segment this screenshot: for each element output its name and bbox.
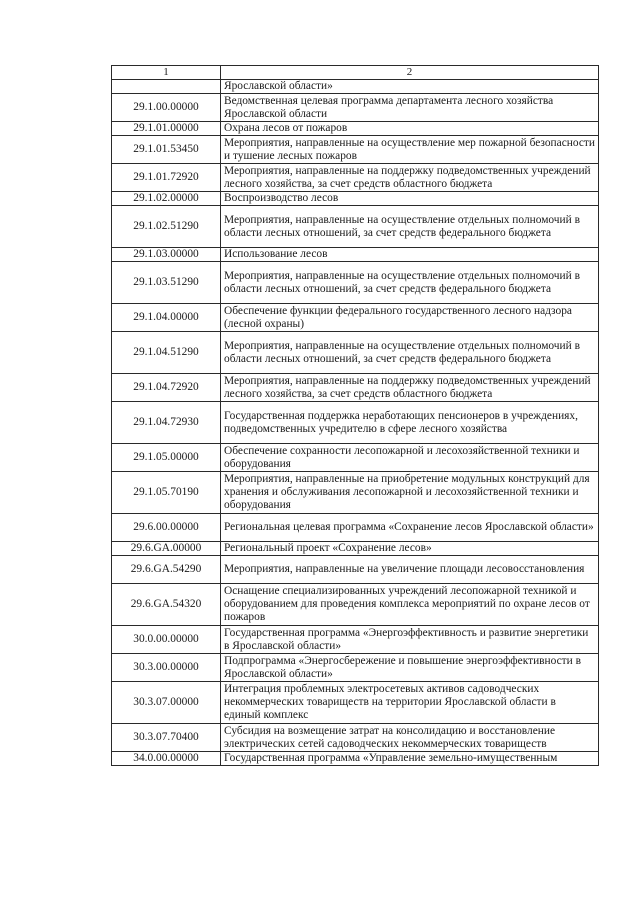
table-row: [112, 542, 599, 556]
code-cell: 29.1.05.00000: [112, 444, 221, 472]
description-cell: Мероприятия, направленные на увеличение площади лесовосстановления: [221, 556, 599, 584]
code-cell: 29.6.GA.54290: [112, 556, 221, 584]
table-row: [112, 206, 599, 248]
description-cell: Мероприятия, направленные на поддержку подведомственных учреждений лесного хозяйства, за счет средств областного бюджета: [221, 374, 599, 402]
description-cell: Интеграция проблемных электросетевых активов садоводческих некоммерческих товариществ на территории Ярославской области в единый комплекс: [221, 682, 599, 724]
description-cell: Государственная программа «Энергоэффективность и развитие энергетики в Ярославской области»: [221, 626, 599, 654]
description-cell: Ведомственная целевая программа департамента лесного хозяйства Ярославской области: [221, 94, 599, 122]
table-row: [112, 584, 599, 626]
description-cell: Региональная целевая программа «Сохранение лесов Ярославской области»: [221, 514, 599, 542]
description-cell: Мероприятия, направленные на осуществление мер пожарной безопасности и тушение лесных пожаров: [221, 136, 599, 164]
code-cell: 29.1.04.00000: [112, 304, 221, 332]
table-row: [112, 94, 599, 122]
description-cell: Использование лесов: [221, 248, 599, 262]
table-row: [112, 724, 599, 752]
code-cell: 29.1.00.00000: [112, 94, 221, 122]
code-cell: 29.6.GA.00000: [112, 542, 221, 556]
description-cell: Обеспечение сохранности лесопожарной и лесохозяйственной техники и оборудования: [221, 444, 599, 472]
description-cell: Мероприятия, направленные на поддержку подведомственных учреждений лесного хозяйства, за счет средств областного бюджета: [221, 164, 599, 192]
table-row: [112, 374, 599, 402]
description-cell: Мероприятия, направленные на приобретение модульных конструкций для хранения и обслуживания лесопожарной и лесохозяйственной техники и оборудования: [221, 472, 599, 514]
code-cell: 29.6.00.00000: [112, 514, 221, 542]
description-cell: Обеспечение функции федерального государственного лесного надзора (лесной охраны): [221, 304, 599, 332]
table-row: [112, 444, 599, 472]
table-row: [112, 248, 599, 262]
table-row: [112, 752, 599, 766]
code-cell: 34.0.00.00000: [112, 752, 221, 766]
table-row: [112, 556, 599, 584]
code-cell: [112, 80, 221, 94]
code-cell: 30.3.07.70400: [112, 724, 221, 752]
table-row: [112, 472, 599, 514]
table-row: [112, 136, 599, 164]
table-row: [112, 332, 599, 374]
table-header-row: [112, 66, 599, 80]
description-cell: Подпрограмма «Энергосбережение и повышение энергоэффективности в Ярославской области»: [221, 654, 599, 682]
table-row: [112, 514, 599, 542]
description-cell: Государственная программа «Управление земельно-имущественным: [221, 752, 599, 766]
code-cell: 29.1.02.51290: [112, 206, 221, 248]
code-cell: 29.1.01.53450: [112, 136, 221, 164]
code-cell: 29.1.03.51290: [112, 262, 221, 304]
code-cell: 30.3.00.00000: [112, 654, 221, 682]
description-cell: Оснащение специализированных учреждений лесопожарной техникой и оборудованием для проведения комплекса мероприятий по охране лесов от пожаров: [221, 584, 599, 626]
table-row: [112, 122, 599, 136]
table-row: [112, 654, 599, 682]
description-cell: Государственная поддержка неработающих пенсионеров в учреждениях, подведомственных учредителю в сфере лесного хозяйства: [221, 402, 599, 444]
code-cell: 29.1.02.00000: [112, 192, 221, 206]
code-cell: 29.1.01.72920: [112, 164, 221, 192]
code-cell: 29.1.04.72920: [112, 374, 221, 402]
description-cell: Охрана лесов от пожаров: [221, 122, 599, 136]
description-cell: Ярославской области»: [221, 80, 599, 94]
code-cell: 29.1.04.51290: [112, 332, 221, 374]
table-row: [112, 192, 599, 206]
budget-classification-table: [111, 65, 599, 766]
table-row: [112, 402, 599, 444]
table-row: [112, 304, 599, 332]
description-cell: Субсидия на возмещение затрат на консолидацию и восстановление электрических сетей садоводческих некоммерческих товариществ: [221, 724, 599, 752]
table-row: [112, 164, 599, 192]
code-cell: 30.0.00.00000: [112, 626, 221, 654]
header-cell-col1: 1: [112, 66, 221, 80]
header-cell-col2: 2: [221, 66, 599, 80]
code-cell: 29.6.GA.54320: [112, 584, 221, 626]
description-cell: Воспроизводство лесов: [221, 192, 599, 206]
table-row: [112, 262, 599, 304]
description-cell: Мероприятия, направленные на осуществление отдельных полномочий в области лесных отношений, за счет средств федерального бюджета: [221, 332, 599, 374]
description-cell: Мероприятия, направленные на осуществление отдельных полномочий в области лесных отношений, за счет средств федерального бюджета: [221, 262, 599, 304]
table-row: [112, 80, 599, 94]
table-row: [112, 682, 599, 724]
description-cell: Региональный проект «Сохранение лесов»: [221, 542, 599, 556]
description-cell: Мероприятия, направленные на осуществление отдельных полномочий в области лесных отношений, за счет средств федерального бюджета: [221, 206, 599, 248]
table-body: [112, 66, 599, 766]
code-cell: 29.1.01.00000: [112, 122, 221, 136]
code-cell: 30.3.07.00000: [112, 682, 221, 724]
code-cell: 29.1.03.00000: [112, 248, 221, 262]
code-cell: 29.1.04.72930: [112, 402, 221, 444]
code-cell: 29.1.05.70190: [112, 472, 221, 514]
table-row: [112, 626, 599, 654]
